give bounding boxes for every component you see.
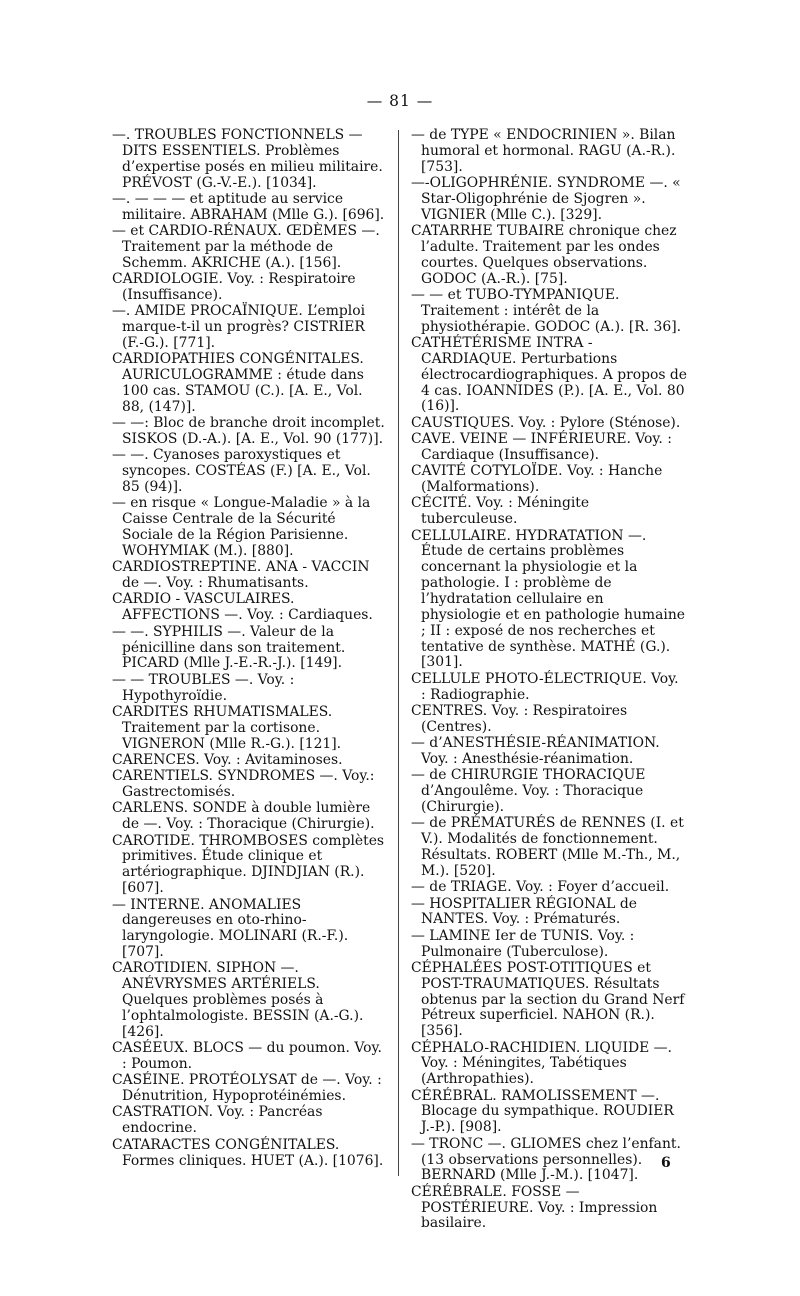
index-entry: CÉPHALÉES POST-OTITIQUES et POST-TRAUMATIQUES. Résultats obtenus par la section du Grand Nerf Pétreux superficiel. NAHON (R.). [356]. — [411, 959, 685, 1040]
index-entry: CAVE. VEINE — INFÉRIEURE. Voy. : Cardiaque (Insuffisance). — [411, 431, 672, 463]
index-entry: — —. Cyanoses paroxystiques et syncopes. COSTÉAS (F.) [A. E., Vol. 85 (94)]. — [112, 447, 371, 496]
index-entry: CARDIO - VASCULAIRES. AFFECTIONS —. Voy. : Cardiaques. — [112, 591, 373, 624]
index-entry: — de TRIAGE. Voy. : Foyer d’accueil. — [411, 879, 670, 896]
index-entry: — —: Bloc de branche droit incomplet. SISKOS (D.-A.). [A. E., Vol. 90 (177)]. — [112, 415, 385, 448]
index-entry: CARDIOLOGIE. Voy. : Respiratoire (Insuffisance). — [112, 271, 356, 303]
index-entry: CARENTIELS. SYNDROMES —. Voy.: Gastrectomisés. — [112, 768, 375, 801]
index-entry: CÉCITÉ. Voy. : Méningite tuberculeuse. — [411, 495, 590, 528]
index-entry: CARENCES. Voy. : Avitaminoses. — [112, 751, 343, 768]
index-entry: — d’ANESTHÉSIE-RÉANIMATION. Voy. : Anesthésie-réanimation. — [411, 735, 660, 767]
index-entry: — de TYPE « ENDOCRINIEN ». Bilan humoral et hormonal. RAGU (A.-R.). [753]. — [411, 127, 676, 175]
index-entry: — HOSPITALIER RÉGIONAL de NANTES. Voy. : Prématurés. — [411, 895, 637, 928]
index-entry: — — TROUBLES —. Voy. : Hypothyroïdie. — [112, 671, 295, 704]
index-entry: CATHÉTÉRISME INTRA - CARDIAQUE. Perturbations électrocardiographiques. A propos de 4 cas. IOANNIDES (P.). [A. E., Vol. 80 (16)]. — [411, 334, 688, 415]
page-number: — 81 — — [366, 92, 434, 110]
index-entry: CARDIOPATHIES CONGÉNITALES. AURICULOGRAMME : étude dans 100 cas. STAMOU (C.). [A. E., Vol. 88, (147)]. — [112, 351, 364, 415]
index-entry: CARDITES RHUMATISMALES. Traitement par la cortisone. VIGNERON (Mlle R.-G.). [121]. — [112, 703, 342, 752]
index-entry: — —. SYPHILIS —. Valeur de la pénicilline dans son traitement. PICARD (Mlle J.-E.-R.-J.). [149]. — [112, 623, 346, 672]
index-entry: CARDIOSTREPTINE. ANA - VACCIN de —. Voy. : Rhumatisants. — [112, 559, 370, 592]
index-entry: — — et TUBO-TYMPANIQUE. Traitement : intérêt de la physiothérapie. GODOC (A.). [R. 36]. — [411, 286, 682, 335]
index-entry: — de PRÉMATURÉS de RENNES (I. et V.). Modalités de fonctionnement. Résultats. ROBERT (Mlle M.-Th., M., M.). [520]. — [411, 815, 684, 879]
index-entry: CENTRES. Voy. : Respiratoires (Centres). — [411, 702, 628, 735]
index-entry: CASTRATION. Voy. : Pancréas endocrine. — [112, 1104, 323, 1137]
index-entry: CATARRHE TUBAIRE chronique chez l’adulte. Traitement par les ondes courtes. Quelques observations. GODOC (A.-R.). [75]. — [411, 223, 677, 287]
index-entry: CELLULE PHOTO-ÉLECTRIQUE. Voy. : Radiographie. — [411, 670, 679, 703]
index-entry: —. — — — et aptitude au service militaire. ABRAHAM (Mlle G.). [696]. — [112, 190, 385, 223]
index-entry: — de CHIRURGIE THORACIQUE d’Angoulême. Voy. : Thoracique (Chirurgie). — [411, 767, 646, 815]
index-entry: CAVITÉ COTYLOÏDE. Voy. : Hanche (Malformations). — [411, 463, 663, 496]
index-entry: — et CARDIO-RÉNAUX. ŒDÈMES —. Traitement par la méthode de Schemm. AKRICHE (A.). [156]. — [112, 223, 380, 271]
index-entry: CARLENS. SONDE à double lumière de —. Voy. : Thoracique (Chirurgie). — [112, 800, 375, 833]
index-entry: CAROTIDIEN. SIPHON —. ANÉVRYSMES ARTÉRIELS. Quelques problèmes posés à l’ophtalmologiste. BESSIN (A.-G.). [426]. — [112, 960, 364, 1040]
index-entry: —-OLIGOPHRÉNIE. SYNDROME —. « Star-Oligophrénie de Sjogren ». VIGNIER (Mlle C.). [329]. — [411, 175, 681, 223]
index-entry: —. AMIDE PROCAÏNIQUE. L’emploi marque-t-il un progrès? CISTRIER (F.-G.). [771]. — [112, 303, 366, 351]
index-entry: CÉPHALO-RACHIDIEN. LIQUIDE —. Voy. : Méningites, Tabétiques (Arthropathies). — [411, 1039, 672, 1088]
index-entry: CÉRÉBRAL. RAMOLISSEMENT —. Blocage du sympathique. ROUDIER J.-P.). [908]. — [411, 1087, 674, 1136]
index-entry: — en risque « Longue-Maladie » à la Caisse Centrale de la Sécurité Sociale de la Région Parisienne. WOHYMIAK (M.). [880]. — [112, 495, 371, 559]
column-divider — [398, 130, 399, 1176]
index-entry: CASÉINE. PROTÉOLYSAT de —. Voy. : Dénutrition, Hypoprotéinémies. — [112, 1072, 382, 1105]
index-entry: — LAMINE Ier de TUNIS. Voy. : Pulmonaire (Tuberculose). — [411, 927, 635, 960]
signature-mark: 6 — [661, 1155, 671, 1171]
index-entry: CATARACTES CONGÉNITALES. Formes cliniques. HUET (A.). [1076]. — [112, 1136, 384, 1169]
index-column-left — [112, 128, 387, 1170]
index-entry: — INTERNE. ANOMALIES dangereuses en oto-rhino-laryngologie. MOLINARI (R.-F.). [707]. — [112, 896, 349, 961]
index-entry: CAUSTIQUES. Voy. : Pylore (Sténose). — [411, 414, 681, 431]
index-column-right — [411, 128, 687, 1233]
index-entry: CAROTIDE. THROMBOSES complètes primitives. Étude clinique et artériographique. DJINDJIAN (R.). [607]. — [112, 832, 385, 897]
index-entry: CELLULAIRE. HYDRATATION —. Étude de certains problèmes concernant la physiologie et la pathologie. I : problème de l’hydratation cellulaire en physiologie et en pathologie humaine ; II : exposé de nos recherches et tentative de synthèse. MATHÉ (G.). [301]. — [411, 527, 685, 671]
index-entry: — TRONC —. GLIOMES chez l’enfant. (13 observations personnelles). BERNARD (Mlle J.-M.). [1047]. — [411, 1135, 681, 1184]
index-entry: —. TROUBLES FONCTIONNELS — DITS ESSENTIELS. Problèmes d’expertise posés en milieu militaire. PRÉVOST (G.-V.-E.). [1034]. — [112, 127, 383, 191]
index-entry: CASÉEUX. BLOCS — du poumon. Voy. : Poumon. — [112, 1040, 382, 1072]
index-entry: CÉRÉBRALE. FOSSE — POSTÉRIEURE. Voy. : Impression basilaire. — [411, 1183, 658, 1232]
